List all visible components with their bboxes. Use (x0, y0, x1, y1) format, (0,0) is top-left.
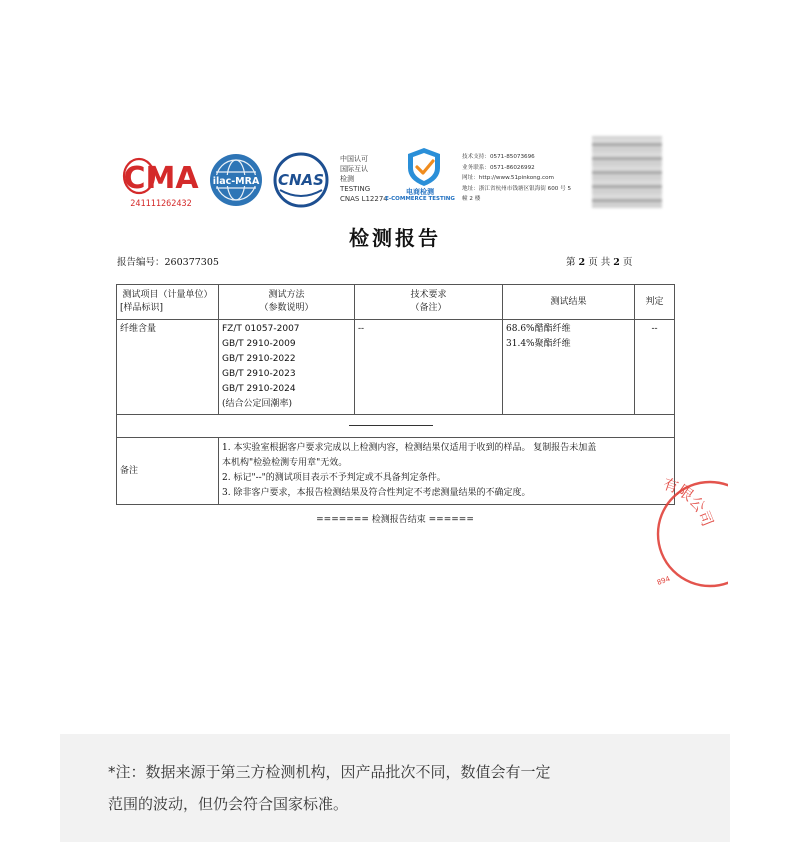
ecommerce-en-label: E-COMMERCE TESTING (385, 196, 455, 202)
method-standard: GB/T 2910-2023 (222, 369, 296, 379)
row-methods (219, 320, 355, 415)
cnas-logo (270, 152, 332, 208)
ilac-mra-logo (208, 152, 264, 208)
table-row (117, 320, 675, 415)
header-item-line: 测试项目（计量单位） (122, 290, 213, 300)
contact-line: 网址：http://www.51pinkong.com (462, 175, 554, 181)
method-note: (结合公定回潮率) (222, 399, 293, 409)
row-item: 纤维含量 (117, 320, 219, 415)
header-method-line: 测试方法 (268, 290, 305, 300)
method-standard: GB/T 2910-2022 (222, 354, 296, 364)
report-number (117, 254, 219, 268)
header-result: 测试结果 (503, 285, 635, 320)
remarks-row (117, 438, 675, 505)
page-info (566, 254, 632, 268)
footer-note-line: 范围的波动，但仍会符合国家标准。 (108, 795, 349, 813)
row-verdict: -- (635, 320, 675, 415)
method-standard: GB/T 2910-2009 (222, 339, 296, 349)
separator-line (349, 425, 433, 426)
accreditation-line: 检测 (340, 175, 354, 183)
contact-line: 技术支持：0571-85073696 (462, 154, 535, 160)
contact-line: 幢 2 楼 (462, 196, 481, 202)
remark-line: 3. 除非客户要求，本报告检测结果及符合性判定不考虑测量结果的不确定度。 (222, 488, 531, 498)
method-standard: GB/T 2910-2024 (222, 384, 296, 394)
result-value: 68.6%醋酯纤维 (506, 324, 571, 334)
remarks-cell (219, 438, 675, 505)
contact-line: 业务联系：0571-86026992 (462, 164, 535, 171)
header-method (219, 285, 355, 320)
accreditation-line: 国际互认 (340, 165, 368, 173)
footer-note-line: *注：数据来源于第三方检测机构，因产品批次不同，数值会有一定 (108, 763, 551, 781)
separator-row (117, 415, 675, 438)
separator-cell (117, 415, 675, 438)
page-total: 2 (613, 257, 620, 268)
results-table (116, 284, 675, 505)
stamp-number: 894 (655, 574, 672, 587)
qr-code (592, 136, 662, 208)
header-item (117, 285, 219, 320)
remark-line: 2. 标记"--"的测试项目表示不予判定或不具备判定条件。 (222, 473, 446, 483)
accreditation-line: TESTING (340, 185, 371, 193)
report-end-marker: ======= 检测报告结束 ====== (316, 515, 474, 525)
method-standard: FZ/T 01057-2007 (222, 324, 300, 334)
header-verdict: 判定 (635, 285, 675, 320)
remark-line: 本机构"检验检测专用章"无效。 (222, 458, 348, 468)
page-current: 2 (578, 257, 586, 268)
cma-number: 241111262432 (130, 199, 192, 209)
page-prefix: 第 (566, 257, 576, 268)
ilac-text: ilac-MRA (212, 176, 260, 187)
row-requirement: -- (355, 320, 503, 415)
header-requirement-line: 技术要求 (410, 290, 447, 300)
official-stamp (618, 470, 728, 600)
result-value: 31.4%聚酯纤维 (506, 339, 571, 349)
report-title: 检测报告 (349, 226, 441, 250)
remarks-label: 备注 (117, 438, 219, 505)
footer-note (108, 756, 708, 820)
accreditation-line: 中国认可 (340, 155, 368, 163)
header-requirement (355, 285, 503, 320)
contact-line: 地址：浙江省杭州市钱塘区银海街 600 号 5 (462, 185, 572, 192)
table-header-row (117, 285, 675, 320)
header-method-line: （参数说明） (259, 303, 314, 313)
accreditation-line: CNAS L12274 (340, 195, 388, 203)
page-mid: 页 共 (588, 257, 611, 268)
report-number-label: 报告编号： (117, 257, 165, 268)
contact-info (462, 152, 594, 205)
cma-letters: CMA (123, 161, 199, 196)
page-suffix: 页 (622, 257, 633, 268)
cma-logo (121, 152, 201, 210)
stamp-text: 有限公司 (660, 474, 717, 529)
header-requirement-line: （备注） (410, 303, 447, 313)
header-item-line: [样品标识] (120, 303, 164, 313)
ecommerce-cn-label: 电商检测 (406, 188, 434, 196)
report-number-value: 260377305 (164, 257, 219, 268)
row-results (503, 320, 635, 415)
remark-line: 1. 本实验室根据客户要求完成以上检测内容，检测结果仅适用于收到的样品。 复制报告未加盖 (222, 443, 597, 453)
cnas-text: CNAS (278, 171, 324, 189)
